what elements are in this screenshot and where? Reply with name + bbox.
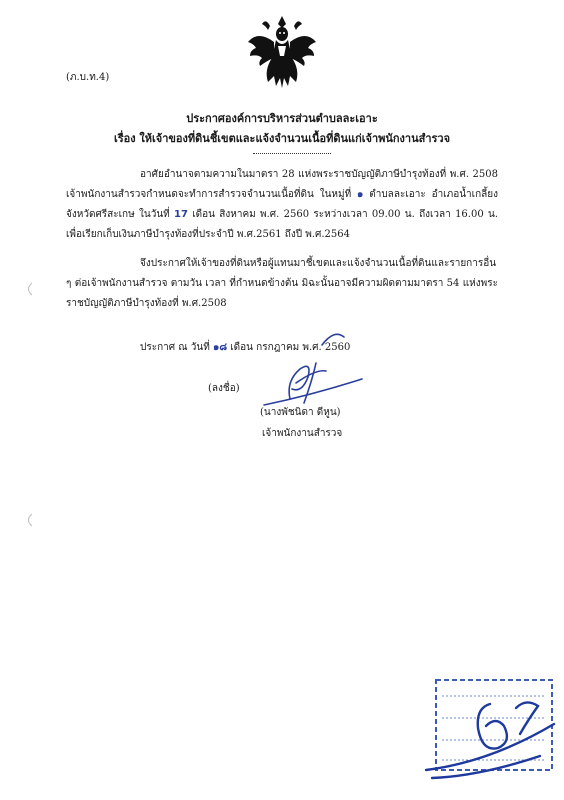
signer-name: (นางพัชนิดา ดีหูน) [260,407,341,418]
announce-suffix: เดือน กรกฎาคม พ.ศ. 2560 [227,342,351,353]
punch-hole-mark [24,513,34,527]
sign-label: (ลงชื่อ) [208,383,240,394]
paragraph-1-text-c: เดือน สิงหาคม พ.ศ. 2560 ระหว่างเวลา 09.00 น. ถึงเวลา 16.00 น. เพื่อเรียกเก็บเงินภาษีบำรุงท้องที่ประจำปี พ.ศ.2561 ถึงปี พ.ศ.2564 [66,209,498,240]
handwritten-signature [256,325,366,415]
approval-stamp-icon [420,668,560,786]
punch-hole-mark [24,282,34,296]
divider [253,153,331,154]
announce-day: ๑๘ [212,342,228,353]
garuda-emblem-icon [244,14,320,90]
signer-position: เจ้าพนักงานสำรวจ [262,428,343,439]
survey-day: 17 [174,209,188,220]
village-number: ๑ [357,189,364,200]
paragraph-2: จึงประกาศให้เจ้าของที่ดินหรือผู้แทนมาชี้เขตและแจ้งจำนวนเนื้อที่ดินและรายการอื่น ๆ ต่อเจ้าพนักงานสำรวจ ตามวัน เวลา ที่กำหนดข้างต้น มิฉะนั้นอาจมีความผิดตามมาตรา 54 แห่งพระราชบัญญัติภาษีบำรุงท้องที่ พ.ศ.2508 [66,258,498,309]
document-title: ประกาศองค์การบริหารส่วนตำบลละเอาะ [186,112,378,125]
paragraph-1 [66,165,498,245]
paragraph-1-text-b: ตำบลละเอาะ อำเภอน้ำเกลี้ยง จังหวัดศรีสะเกษ ในวันที่ [66,189,498,220]
announce-prefix: ประกาศ ณ วันที่ [140,342,213,353]
form-code: (ภ.บ.ท.4) [66,72,110,83]
paragraph-1-text-a: อาศัยอำนาจตามความในมาตรา 28 แห่งพระราชบัญญัติภาษีบำรุงท้องที่ พ.ศ. 2508 เจ้าพนักงานสำรวจกำหนดจะทำการสำรวจจำนวนเนื้อที่ดิน ในหมู่ที่ [66,169,498,200]
document-subject: เรื่อง ให้เจ้าของที่ดินชี้เขตและแจ้งจำนวนเนื้อที่ดินแก่เจ้าพนักงานสำรวจ [113,132,451,145]
